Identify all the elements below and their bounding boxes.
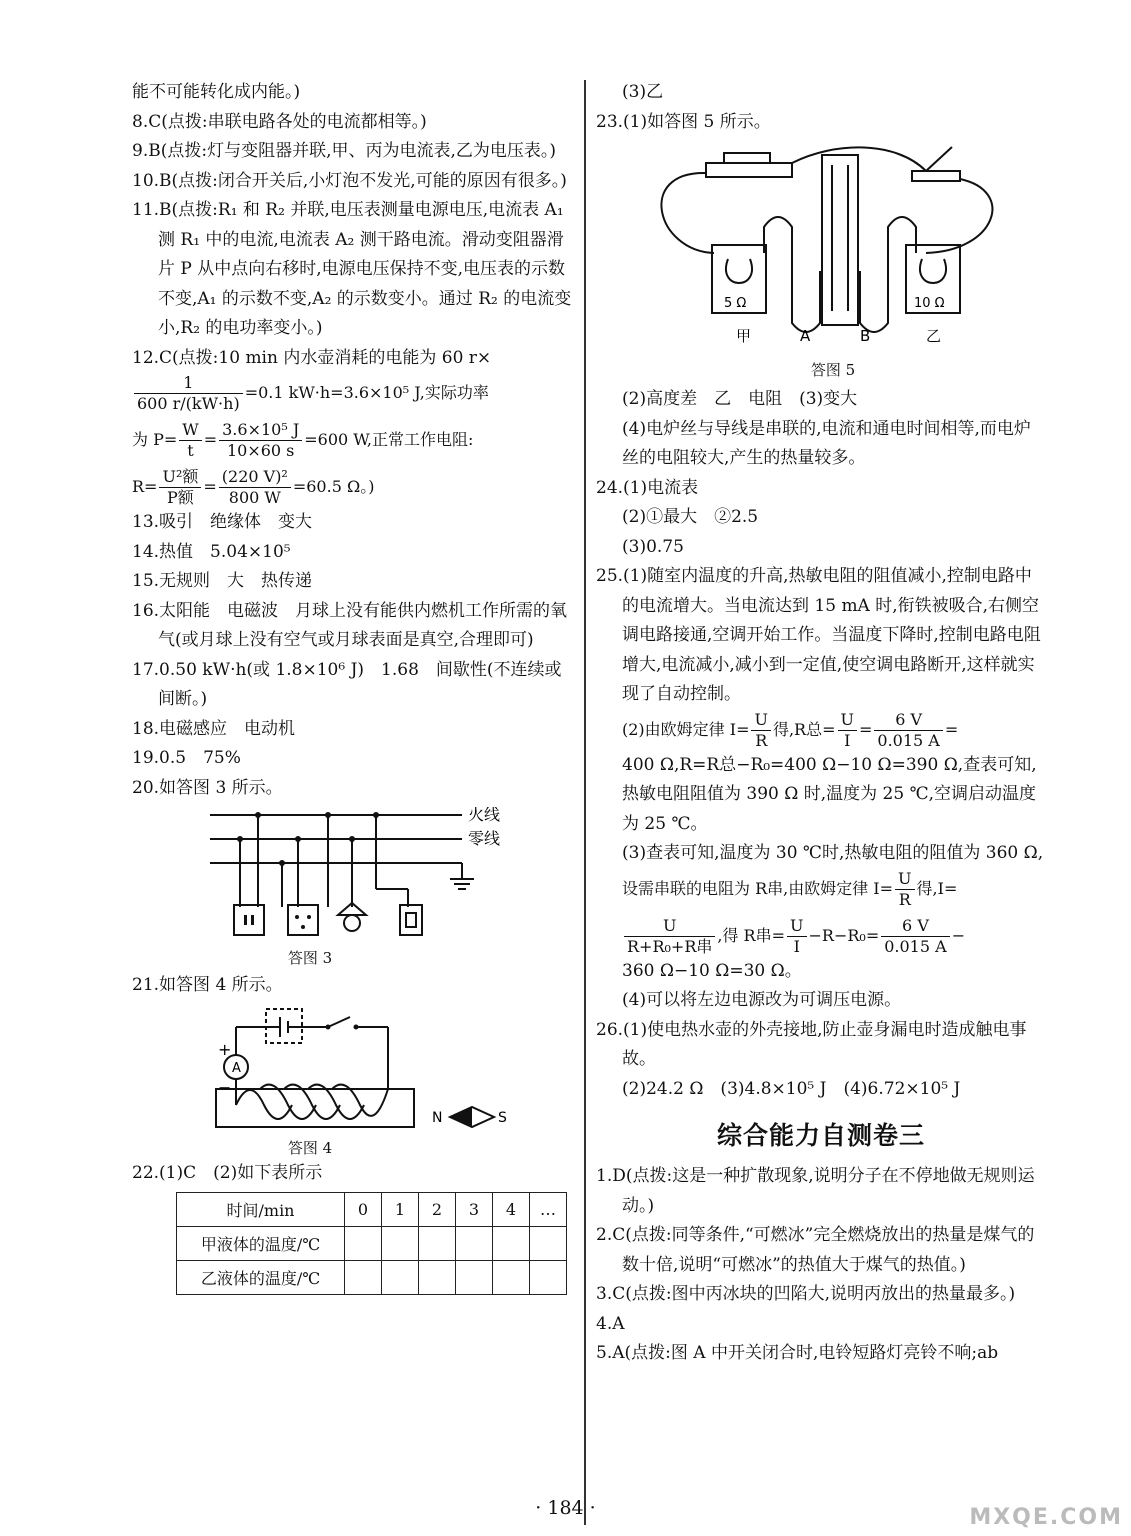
answer-15: 15.无规则 大 热传递 <box>132 571 313 591</box>
figure-5-joule-heating <box>596 141 1046 381</box>
answer-23-4: (4)电炉丝与导线是串联的,电流和通电时间相等,而电炉丝的电阻较大,产生的热量较多。 <box>622 418 1031 468</box>
joule-heating-diagram <box>596 141 1046 355</box>
resistor-5-ohm-label: 5 Ω <box>724 296 747 311</box>
fraction: $\frac{1}{600 r/(kW\cdot h)}$ <box>134 373 243 414</box>
answer-25-3-result: 360 Ω−10 Ω=30 Ω。 <box>622 960 802 981</box>
container-yi-label: 乙 <box>926 327 942 345</box>
answer-9: 9.B(点拨:灯与变阻器并联,甲、丙为电流表,乙为电压表。) <box>132 141 557 161</box>
answer-26-1: 26.(1)使电热水壶的外壳接地,防止壶身漏电时造成触电事故。 <box>596 1019 1027 1069</box>
answer-12-line1: 12.C(点拨:10 min 内水壶消耗的电能为 60 r× <box>132 347 492 368</box>
answer-22: 22.(1)C (2)如下表所示 <box>132 1162 323 1183</box>
answer-25-3-formula-b: $\frac{U}{\text{R+R₀+R串}}$ ,得 R串= $\frac{U}{I}$ −R−R₀= $\frac{6 V}{0.015 A}$ − <box>596 916 1046 957</box>
figure-4-electromagnet <box>132 1005 578 1155</box>
answer-12-line4: R= $\frac{\text{U²额}}{\text{P额}}$ = $\frac{\text{(220 V)²}}{800 W}$ =60.5 Ω。) <box>132 467 375 507</box>
answer-22-3: (3)乙 <box>622 82 664 102</box>
tube-b-label: B <box>860 327 871 345</box>
answer-25-2-result: 400 Ω,R=R总−R₀=400 Ω−10 Ω=390 Ω,查表可知,热敏电阻阻值为 390 Ω 时,温度为 25 ℃,空调启动温度为 25 ℃。 <box>622 754 1037 834</box>
answer-16: 16.太阳能 电磁波 月球上没有能供内燃机工作所需的氧气(或月球上没有空气或月球表面是真空,合理即可) <box>132 600 568 650</box>
test3-answer-1: 1.D(点拨:这是一种扩散现象,说明分子在不停地做无规则运动。) <box>596 1166 1035 1216</box>
temperature-table <box>176 1192 567 1295</box>
answer-14: 14.热值 5.04×10⁵ <box>132 541 291 562</box>
neutral-wire-label: 零线 <box>468 829 501 848</box>
answer-18: 18.电磁感应 电动机 <box>132 718 296 739</box>
table-row: 时间/min 0 1 2 3 4 … <box>177 1193 567 1227</box>
household-wiring-diagram <box>132 807 578 943</box>
answer-12-line3: 为 P= $\frac{W}{t}$ = $\frac{\text{3.6×10⁵ J}}{10\times 60 s}$ =600 W,正常工作电阻: <box>132 420 474 460</box>
ammeter-label: A <box>232 1060 241 1076</box>
answer-7-tail: 能不可能转化成内能。) <box>132 82 301 102</box>
minus-terminal-label: − <box>218 1077 232 1097</box>
answer-25-2-formula: (2)由欧姆定律 I= $\frac{U}{R}$ 得,R总= $\frac{U}{I}$ = $\frac{6 V}{0.015 A}$ = <box>622 709 959 750</box>
answer-25-4: (4)可以将左边电源改为可调压电源。 <box>622 990 902 1010</box>
table-row: 乙液体的温度/℃ <box>177 1261 567 1295</box>
page-number: · 184 · <box>535 1497 596 1519</box>
electromagnet-diagram <box>132 1005 578 1133</box>
answer-11: 11.B(点拨:R₁ 和 R₂ 并联,电压表测量电源电压,电流表 A₁ 测 R₁ 中的电流,电流表 A₂ 测干路电流。滑动变阻器滑片 P 从中点向右移时,电源电压保持不变,电压表的示数不变,A₁ 的示数不变,A₂ 的示数变小。通过 R₂ 的电流变小,R₂ 的电功率变小。) <box>132 200 572 338</box>
figure-4-caption: 答图 4 <box>287 1138 333 1157</box>
column-divider <box>584 80 586 1525</box>
section-heading: 综合能力自测卷三 <box>716 1121 925 1150</box>
container-jia-label: 甲 <box>736 327 752 345</box>
resistor-10-ohm-label: 10 Ω <box>914 296 945 311</box>
figure-3-caption: 答图 3 <box>287 949 333 967</box>
tube-a-label: A <box>800 327 811 345</box>
answer-21: 21.如答图 4 所示。 <box>132 975 283 995</box>
test3-answer-2: 2.C(点拨:同等条件,“可燃冰”完全燃烧放出的热量是煤气的数十倍,说明“可燃冰”的热值大于煤气的热值。) <box>596 1225 1035 1275</box>
live-wire-label: 火线 <box>468 807 501 824</box>
answer-8: 8.C(点拨:串联电路各处的电流都相等。) <box>132 111 427 132</box>
test3-answer-5: 5.A(点拨:图 A 中开关闭合时,电铃短路灯亮铃不响;ab <box>596 1343 999 1363</box>
answer-17: 17.0.50 kW·h(或 1.8×10⁶ J) 1.68 间歇性(不连续或间断。) <box>132 659 562 709</box>
test3-answer-4: 4.A <box>596 1313 625 1334</box>
answer-20: 20.如答图 3 所示。 <box>132 777 283 798</box>
answer-24-1: 24.(1)电流表 <box>596 477 699 498</box>
south-pole-label: S <box>498 1109 507 1126</box>
answer-13: 13.吸引 绝缘体 变大 <box>132 512 313 532</box>
answer-10: 10.B(点拨:闭合开关后,小灯泡不发光,可能的原因有很多。) <box>132 170 567 191</box>
north-pole-label: N <box>432 1109 443 1126</box>
answer-26-2-4: (2)24.2 Ω (3)4.8×10⁵ J (4)6.72×10⁵ J <box>622 1078 961 1099</box>
left-column <box>132 78 578 1295</box>
answer-23-2-3: (2)高度差 乙 电阻 (3)变大 <box>622 389 858 409</box>
plus-terminal-label: + <box>218 1039 232 1059</box>
answer-25-1: 25.(1)随室内温度的升高,热敏电阻的阻值减小,控制电路中的电流增大。当电流达到 15 mA 时,衔铁被吸合,右侧空调电路接通,空调开始工作。当温度下降时,控制电路电阻增大,电流减小,减小到一定值,使空调电路断开,这样就实现了自动控制。 <box>596 566 1041 704</box>
watermark-logo: MXQE.COM <box>969 1505 1123 1530</box>
answer-19: 19.0.5 75% <box>132 748 241 768</box>
right-column <box>596 78 1046 1369</box>
answer-25-3-formula-a: 设需串联的电阻为 R串,由欧姆定律 I= $\frac{U}{R}$ 得,I= <box>622 868 958 909</box>
answer-24-2: (2)①最大 ②2.5 <box>622 507 759 527</box>
answer-23: 23.(1)如答图 5 所示。 <box>596 111 771 132</box>
table-row: 甲液体的温度/℃ <box>177 1227 567 1261</box>
answer-12-line2: $\frac{1}{600 r/(kW\cdot h)}$ =0.1 kW·h=3.6×10⁵ J,实际功率 <box>132 373 578 414</box>
test3-answer-3: 3.C(点拨:图中丙冰块的凹陷大,说明丙放出的热量最多。) <box>596 1284 1016 1304</box>
answer-24-3: (3)0.75 <box>622 536 684 557</box>
figure-5-caption: 答图 5 <box>810 361 856 379</box>
figure-3-household-circuit <box>132 807 578 967</box>
answer-25-3: (3)查表可知,温度为 30 ℃时,热敏电阻的阻值为 360 Ω, <box>622 843 1044 863</box>
